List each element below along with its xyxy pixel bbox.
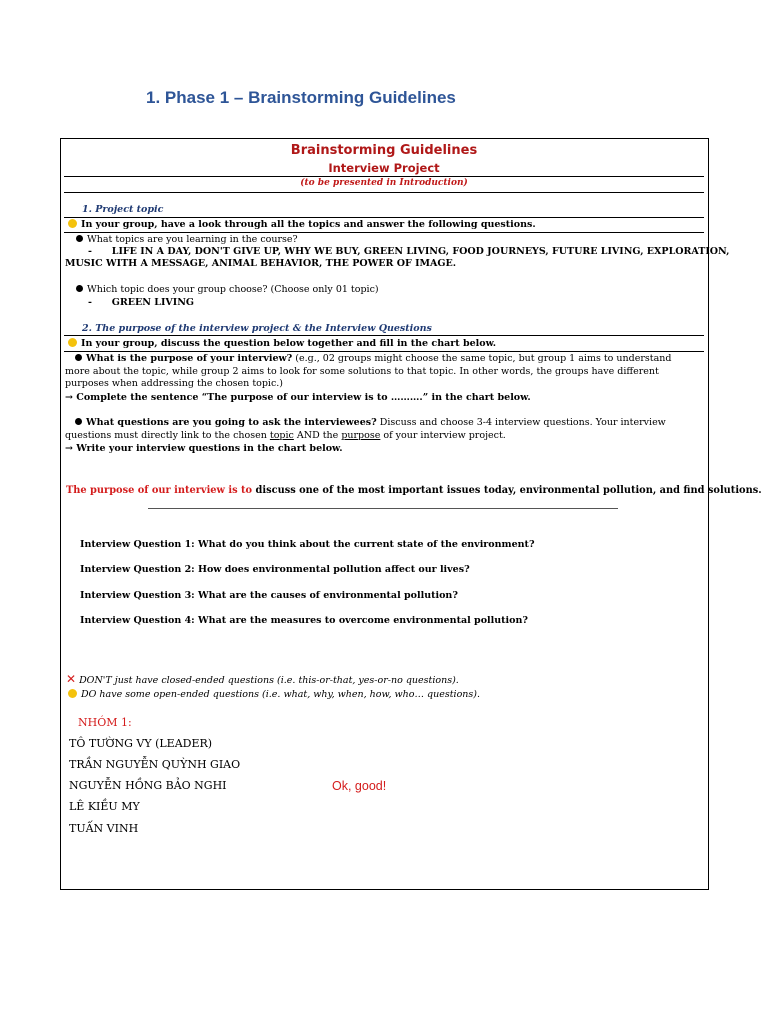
group-label: NHÓM 1: — [78, 716, 132, 729]
topics-list-line2: MUSIC WITH A MESSAGE, ANIMAL BEHAVIOR, THE POWER OF IMAGE. — [65, 258, 457, 269]
purpose-answer: The purpose of our interview is to discuss one of the most important issues today, environmental pollution, and find solutions. — [66, 485, 762, 496]
chosen-topic: - GREEN LIVING — [88, 297, 195, 308]
dash-icon: - — [88, 246, 112, 257]
section1-instruction: In your group, have a look through all the topics and answer the following questions. — [68, 219, 536, 230]
page-heading: 1. Phase 1 – Brainstorming Guidelines — [146, 88, 456, 107]
member-name: TÔ TƯỜNG VY (LEADER) — [69, 737, 213, 750]
interview-question-4: Interview Question 4: What are the measures to overcome environmental pollution? — [80, 615, 528, 626]
interview-question-1: Interview Question 1: What do you think about the current state of the environment? — [80, 539, 535, 550]
bullet-icon — [75, 418, 82, 425]
purpose-question: What is the purpose of your interview? (e.g., 02 groups might choose the same topic, but group 1 aims to understand more about the topic, while group 2 aims to look for some solutions to that topic. In other words, the groups have different purposes when addressing the chosen topic.) — [65, 353, 672, 390]
interview-question-3: Interview Question 3: What are the causes of environmental pollution? — [80, 590, 458, 601]
arrow-right-icon: → — [65, 443, 73, 454]
topics-list-line1: - LIFE IN A DAY, DON'T GIVE UP, WHY WE BUY, GREEN LIVING, FOOD JOURNEYS, FUTURE LIVING, EXPLORATION, — [88, 246, 730, 257]
section1-title: 1. Project topic — [82, 204, 164, 215]
dash-icon: - — [88, 297, 112, 308]
divider — [64, 335, 704, 336]
box-subtitle: Interview Project — [328, 161, 440, 175]
bullet-icon — [76, 285, 83, 292]
divider — [64, 176, 704, 177]
lightbulb-icon — [68, 338, 77, 347]
complete-sentence: → Complete the sentence “The purpose of our interview is to ……….” in the chart below. — [65, 392, 531, 403]
divider — [64, 232, 704, 233]
member-name: LÊ KIỀU MY — [69, 800, 140, 813]
box-title: Brainstorming Guidelines — [290, 143, 478, 158]
lightbulb-icon — [68, 689, 77, 698]
member-name: TUẤN VINH — [69, 822, 139, 835]
teacher-feedback: Ok, good! — [332, 779, 387, 793]
cross-icon: ✕ — [66, 672, 77, 686]
arrow-right-icon: → — [65, 392, 73, 403]
divider — [64, 192, 704, 193]
divider — [64, 217, 704, 218]
dont-tip: ✕ DON'T just have closed-ended questions (i.e. this-or-that, yes-or-no questions). — [66, 672, 459, 686]
write-questions: → Write your interview questions in the chart below. — [65, 443, 343, 454]
lightbulb-icon — [68, 219, 77, 228]
box-note: (to be presented in Introduction) — [300, 178, 468, 188]
question-topics: What topics are you learning in the course? — [76, 234, 298, 245]
section2-instruction: In your group, discuss the question below together and fill in the chart below. — [68, 338, 496, 349]
bullet-icon — [75, 354, 82, 361]
questions-prompt: What questions are you going to ask the interviewees? Discuss and choose 3-4 interview questions. Your interview questions must directly link to the chosen topic AND the purpose of your interview project. — [65, 417, 666, 441]
member-name: NGUYỄN HỒNG BẢO NGHI — [69, 779, 227, 792]
interview-question-2: Interview Question 2: How does environmental pollution affect our lives? — [80, 564, 470, 575]
member-name: TRẦN NGUYỄN QUỲNH GIAO — [69, 758, 241, 771]
question-choose: Which topic does your group choose? (Choose only 01 topic) — [76, 284, 379, 295]
divider — [64, 351, 704, 352]
bullet-icon — [76, 235, 83, 242]
answer-underline — [148, 508, 618, 509]
do-tip: DO have some open-ended questions (i.e. what, why, when, how, who… questions). — [68, 689, 480, 700]
section2-title: 2. The purpose of the interview project & the Interview Questions — [82, 323, 432, 334]
